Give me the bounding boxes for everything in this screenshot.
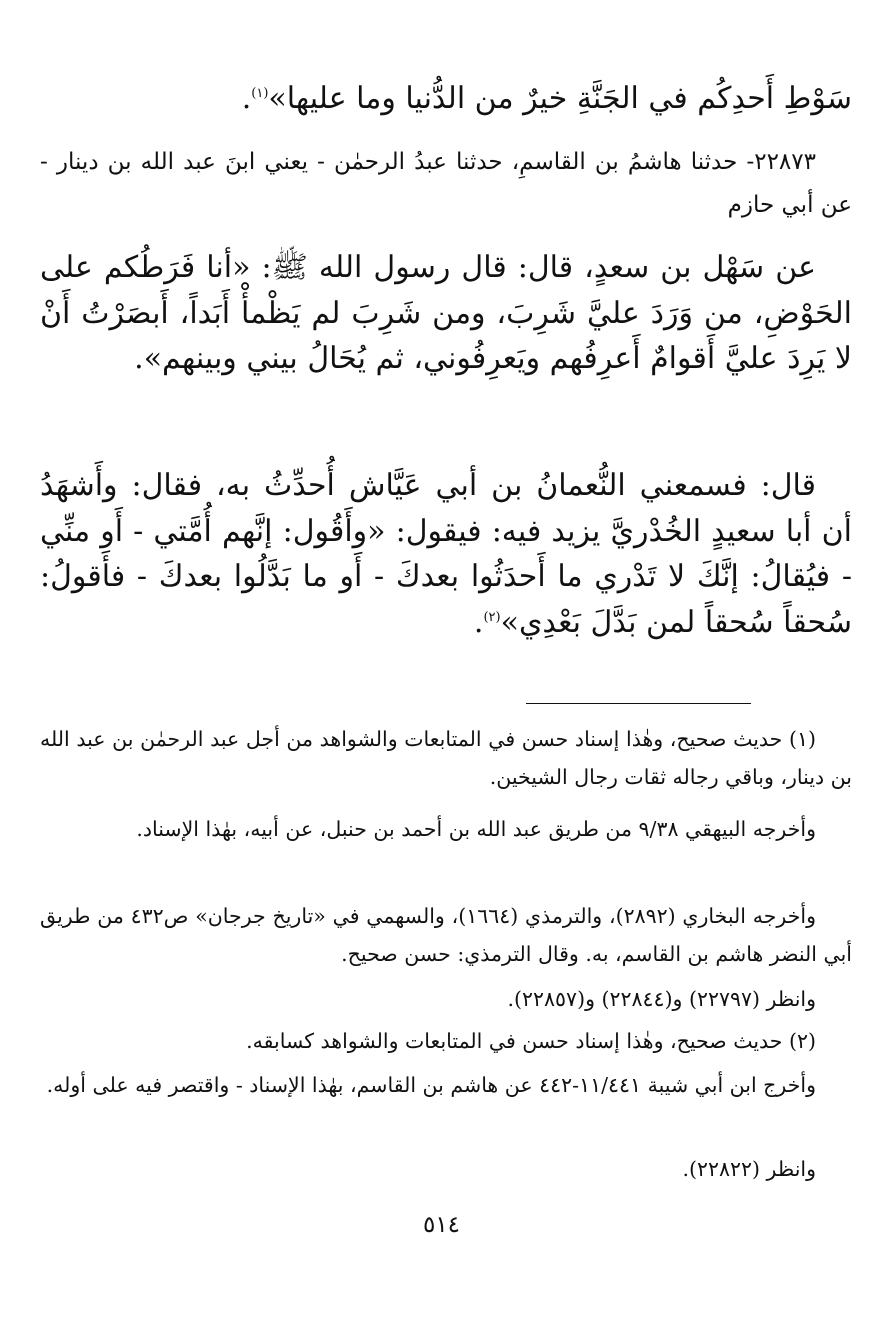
- footnote-1-source-bukhari: وأخرجه البخاري (٢٨٩٢)، والترمذي (١٦٦٤)، والسهمي في «تاريخ جرجان» ص٤٣٢ من طريق أبي النضر هاشم بن القاسم، به. وقال الترمذي: حسن صحيح.: [40, 904, 852, 966]
- footnote-1-source-bayhaqi: وأخرجه البيهقي ٩/٣٨ من طريق عبد الله بن أحمد بن حنبل، عن أبيه، بهٰذا الإسناد.: [136, 817, 816, 841]
- hadith-addition-body: قال: فسمعني النُّعمانُ بن أبي عَيَّاش أُحدِّثُ به، فقال: وأَشهَدُ أن أبا سعيدٍ الخُدْريَّ يزيد فيه: فيقول: «وأَقُول: إنَّهم أُمَّتي - أَو منِّي - فيُقالُ: إنَّكَ لا تَدْري ما أَحدَثُوا بعدكَ - أَو ما بَدَّلُوا بعدكَ - فأَقولُ: سُحقاً سُحقاً لمن بَدَّلَ بَعْدِي»: [40, 468, 852, 640]
- footnote-1: (١) حديث صحيح، وهٰذا إسناد حسن في المتابعات والشواهد من أجل عبد الرحمٰن بن عبد الله بن دينار، وباقي رجاله ثقات رجال الشيخين.: [40, 727, 852, 789]
- footnote-2-see-also: وانظر (٢٢٨٢٢).: [682, 1157, 816, 1181]
- footnote-separator: [526, 703, 751, 704]
- hadith-tail-text: [40, 76, 852, 122]
- hadith-22873-text: عن سَهْل بن سعدٍ، قال: قال رسول الله ﷺ: «أنا فَرَطُكم على الحَوْضِ، من وَرَدَ عليَّ شَرِبَ، ومن شَرِبَ لم يَظْمأْ أَبَداً، أَبصَرْتُ أَنْ لا يَرِدَ عليَّ أَقوامٌ أَعرِفُهم ويَعرِفُوني، ثم يُحَالُ بيني وبينهم».: [40, 250, 852, 376]
- hadith-22873-addition: [40, 463, 852, 645]
- hadith-tail-body: سَوْطِ أَحدِكُم في الجَنَّةِ خيرٌ من الدُّنيا وما عليها»: [268, 81, 852, 116]
- hadith-addition-end: .: [473, 604, 484, 640]
- footnote-1-see-also: وانظر (٢٢٧٩٧) و(٢٢٨٤٤) و(٢٢٨٥٧).: [507, 987, 816, 1011]
- page-number: ٥١٤: [422, 1212, 461, 1238]
- footnote-ref-1: (١): [251, 86, 269, 101]
- footnote-2-source-ibn-abi-shayba: وأخرج ابن أبي شيبة ١١/٤٤١-٤٤٢ عن هاشم بن القاسم، بهٰذا الإسناد - واقتصر فيه على أوله.: [46, 1073, 816, 1097]
- footnote-2: (٢) حديث صحيح، وهٰذا إسناد حسن في المتابعات والشواهد كسابقه.: [246, 1029, 816, 1053]
- hadith-22873-chain: ٢٢٨٧٣- حدثنا هاشمُ بن القاسمِ، حدثنا عبدُ الرحمٰن - يعني ابنَ عبد الله بن دينار - عن أبي حازم: [40, 149, 852, 218]
- hadith-tail-end: .: [241, 81, 252, 116]
- footnote-ref-2: (٢): [483, 609, 501, 625]
